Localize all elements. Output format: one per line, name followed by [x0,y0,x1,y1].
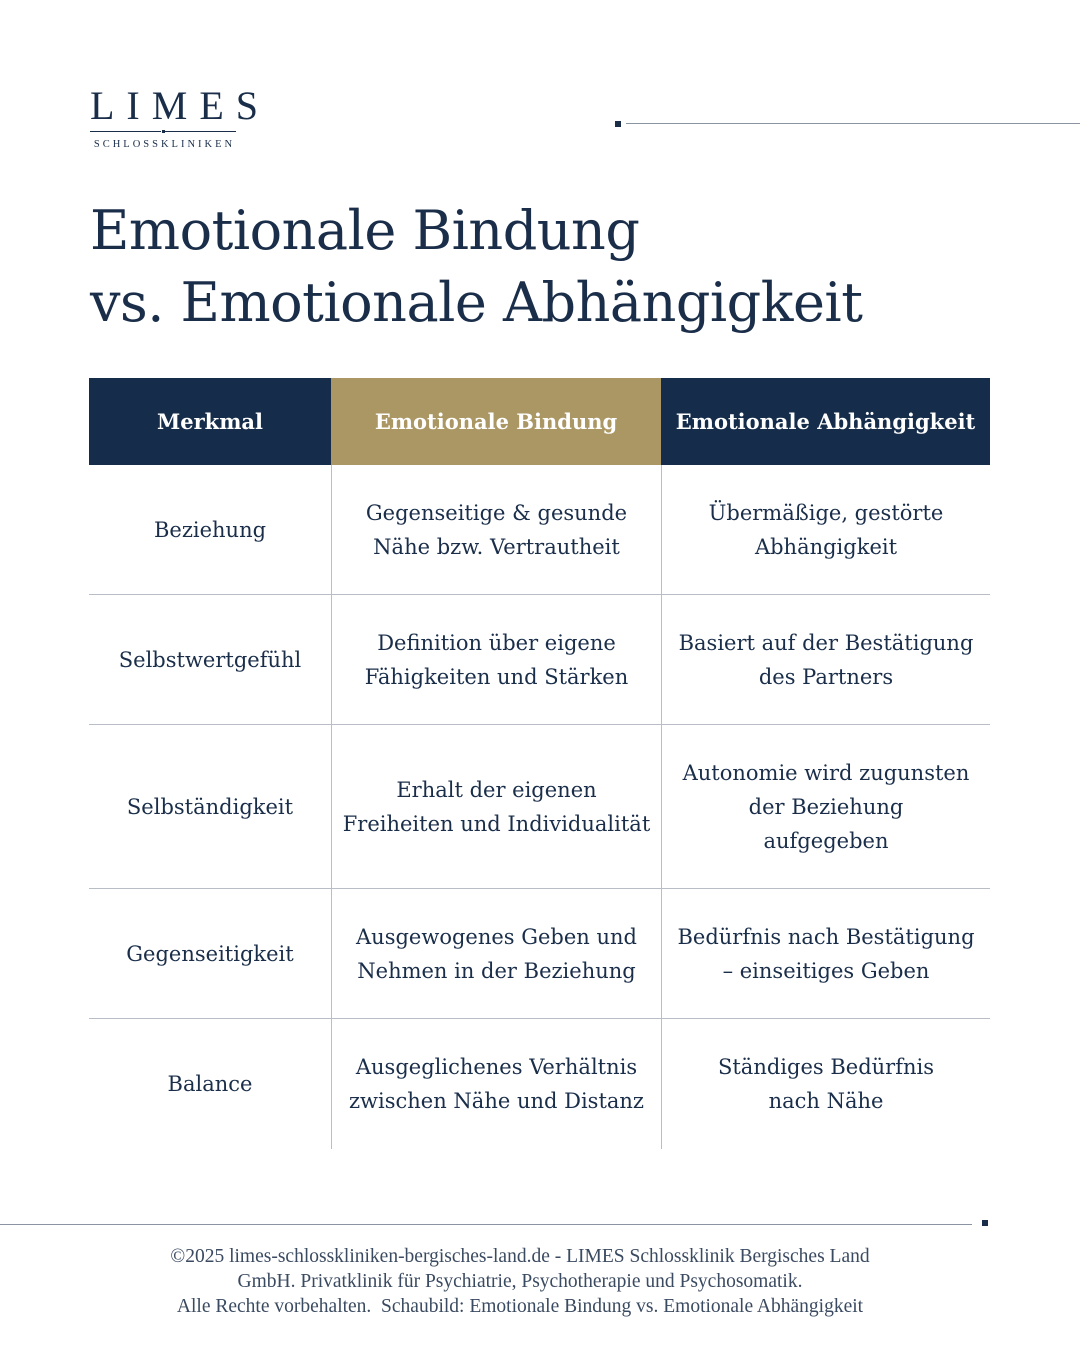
table-row [89,889,990,1019]
title-line-1: Emotionale Bindung [90,199,640,262]
footer-line-2: GmbH. Privatklinik für Psychiatrie, Psychotherapie und Psychosomatik. [237,1271,803,1292]
decorative-line-bottom [0,1224,972,1225]
cell-text-line: Übermäßige, gestörte [708,500,944,525]
cell-bindung [331,595,661,724]
brand-logo [90,83,270,150]
cell-merkmal: Selbständigkeit [126,794,294,819]
cell-text-line: des Partners [758,664,894,689]
cell-bindung [331,1019,661,1149]
header-emotionale-abhaengigkeit: Emotionale Abhängigkeit [661,378,990,465]
cell-bindung [331,889,661,1018]
cell-abhaengigkeit [661,889,990,1018]
cell-text-line: Nehmen in der Beziehung [357,958,636,983]
cell-text-line: der Beziehung [748,794,904,819]
cell-text-line: Abhängigkeit [754,534,898,559]
decorative-line-top [626,123,1080,124]
cell-text-line: aufgegeben [763,828,889,853]
cell-text-line: Gegenseitige & gesunde [365,500,628,525]
page-title [90,195,1030,339]
cell-text-line: Freiheiten und Individualität [342,811,651,836]
cell-text-line: Ständiges Bedürfnis [717,1055,934,1079]
footer-line-1: ©2025 limes-schlosskliniken-bergisches-land.de - LIMES Schlossklinik Bergisches Land [170,1246,870,1267]
cell-text-line: Fähigkeiten und Stärken [364,664,629,689]
logo-subtitle: SCHLOSSKLINIKEN [93,139,236,150]
cell-text-line: nach Nähe [768,1089,884,1113]
header-emotionale-bindung: Emotionale Bindung [331,378,661,465]
header-merkmal: Merkmal [89,378,331,465]
cell-merkmal: Beziehung [153,517,267,542]
cell-text-line: Autonomie wird zugunsten [682,760,970,785]
cell-text-line: Definition über eigene [377,630,616,655]
cell-text-line: Bedürfnis nach Bestätigung [677,924,975,949]
logo-divider [90,128,236,136]
decorative-dot-bottom [982,1220,988,1226]
cell-bindung [331,725,661,888]
cell-text-line: Erhalt der eigenen [396,777,597,802]
title-line-2: vs. Emotionale Abhängigkeit [90,271,863,334]
cell-text-line: zwischen Nähe und Distanz [348,1089,644,1113]
cell-merkmal: Selbstwertgefühl [118,647,302,672]
cell-merkmal: Balance [167,1072,253,1096]
logo-wordmark: LIMES [90,83,270,128]
table-row [89,725,990,889]
comparison-table [89,378,990,1149]
cell-abhaengigkeit [661,725,990,888]
cell-text-line: – einseitiges Geben [722,958,930,983]
copyright-footer [60,1244,980,1319]
cell-text-line: Nähe bzw. Vertrautheit [373,534,620,559]
table-header [89,378,990,465]
cell-abhaengigkeit [661,1019,990,1149]
cell-text-line: Ausgewogenes Geben und [356,924,637,949]
footer-line-3: Alle Rechte vorbehalten. Schaubild: Emotionale Bindung vs. Emotionale Abhängigkeit [176,1296,864,1317]
cell-bindung [331,465,661,594]
cell-abhaengigkeit [661,595,990,724]
cell-text-line: Ausgeglichenes Verhältnis [355,1055,638,1079]
cell-text-line: Basiert auf der Bestätigung [678,630,974,655]
cell-abhaengigkeit [661,465,990,594]
table-row [89,465,990,595]
table-row [89,595,990,725]
table-row [89,1019,990,1149]
decorative-dot-top [615,121,621,127]
cell-merkmal: Gegenseitigkeit [126,941,294,966]
